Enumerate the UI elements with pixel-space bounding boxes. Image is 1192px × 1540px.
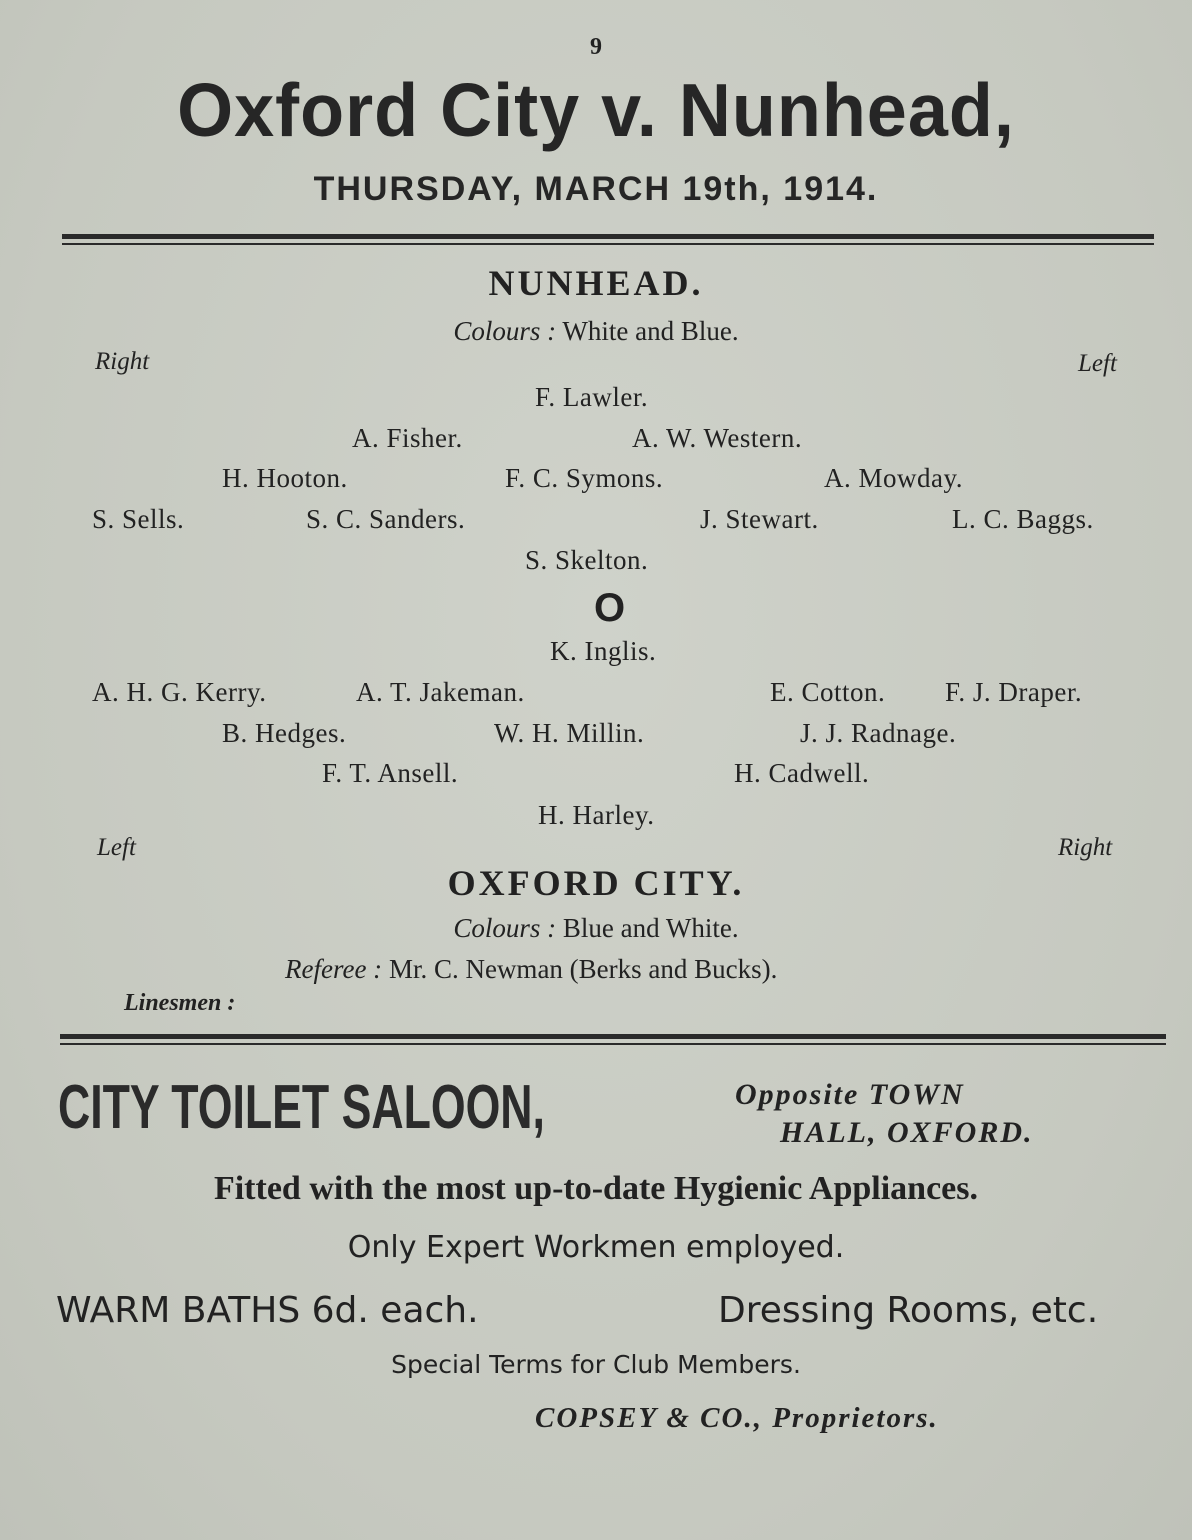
nunhead-colours-label: Colours : (453, 316, 557, 346)
oxford-forward: A. T. Jakeman. (356, 677, 525, 707)
top-divider (62, 234, 1154, 239)
oxford-goalkeeper: H. Harley. (538, 800, 655, 830)
nunhead-goalkeeper: F. Lawler. (535, 382, 649, 412)
advert-location-line1: Opposite TOWN (735, 1078, 965, 1111)
oxford-colours (0, 913, 1192, 944)
bottom-divider-thin (60, 1043, 1166, 1045)
referee-label: Referee : (285, 954, 383, 984)
oxford-half-back: B. Hedges. (222, 718, 347, 748)
oxford-heading: OXFORD CITY. (447, 863, 745, 903)
oxford-back: F. T. Ansell. (322, 758, 459, 788)
oxford-forward: A. H. G. Kerry. (92, 677, 267, 707)
nunhead-half-back: F. C. Symons. (505, 463, 664, 493)
advert-expert: Only Expert Workmen employed. (347, 1230, 845, 1265)
nunhead-side-left: Right (95, 348, 150, 375)
advert-baths: WARM BATHS 6d. each. (56, 1290, 479, 1331)
oxford-forward: E. Cotton. (770, 677, 886, 707)
oxford-forward: K. Inglis. (550, 636, 657, 666)
oxford-colours-label: Colours : (453, 913, 557, 943)
top-divider-thin (62, 243, 1154, 245)
oxford-side-right: Right (1058, 834, 1113, 861)
oxford-side-left: Left (97, 834, 136, 861)
advert-proprietors: COPSEY & CO., Proprietors. (535, 1402, 939, 1434)
nunhead-heading: NUNHEAD. (488, 263, 704, 303)
advert-dressing-rooms: Dressing Rooms, etc. (718, 1290, 1099, 1331)
ball-symbol: O (594, 586, 626, 630)
nunhead-forward: J. Stewart. (700, 504, 819, 534)
referee-line (285, 954, 777, 985)
oxford-half-back: J. J. Radnage. (800, 718, 957, 748)
nunhead-colours (0, 316, 1192, 347)
nunhead-back: A. Fisher. (352, 423, 463, 453)
bottom-divider (60, 1034, 1166, 1039)
nunhead-half-back: A. Mowday. (824, 463, 963, 493)
advert-fitted: Fitted with the most up-to-date Hygienic Appliances. (213, 1170, 979, 1207)
match-date: THURSDAY, MARCH 19th, 1914. (313, 170, 879, 208)
nunhead-colours-value: White and Blue. (562, 316, 739, 346)
nunhead-forward: S. C. Sanders. (306, 504, 466, 534)
advert-business-name: CITY TOILET SALOON, (58, 1073, 545, 1142)
nunhead-forward: S. Skelton. (525, 545, 649, 575)
oxford-back: H. Cadwell. (734, 758, 870, 788)
referee-value: Mr. C. Newman (Berks and Bucks). (388, 954, 778, 984)
page-number: 9 (590, 34, 602, 60)
oxford-half-back: W. H. Millin. (494, 718, 645, 748)
linesmen-label: Linesmen : (124, 990, 236, 1016)
advert-location-line2: HALL, OXFORD. (780, 1116, 1034, 1149)
match-title: Oxford City v. Nunhead, (177, 69, 1015, 153)
nunhead-back: A. W. Western. (632, 423, 803, 453)
nunhead-half-back: H. Hooton. (222, 463, 348, 493)
nunhead-forward: L. C. Baggs. (952, 504, 1094, 534)
nunhead-forward: S. Sells. (92, 504, 185, 534)
advert-special-terms: Special Terms for Club Members. (391, 1350, 801, 1379)
oxford-colours-value: Blue and White. (562, 913, 739, 943)
oxford-forward: F. J. Draper. (945, 677, 1083, 707)
nunhead-side-right: Left (1078, 350, 1117, 377)
